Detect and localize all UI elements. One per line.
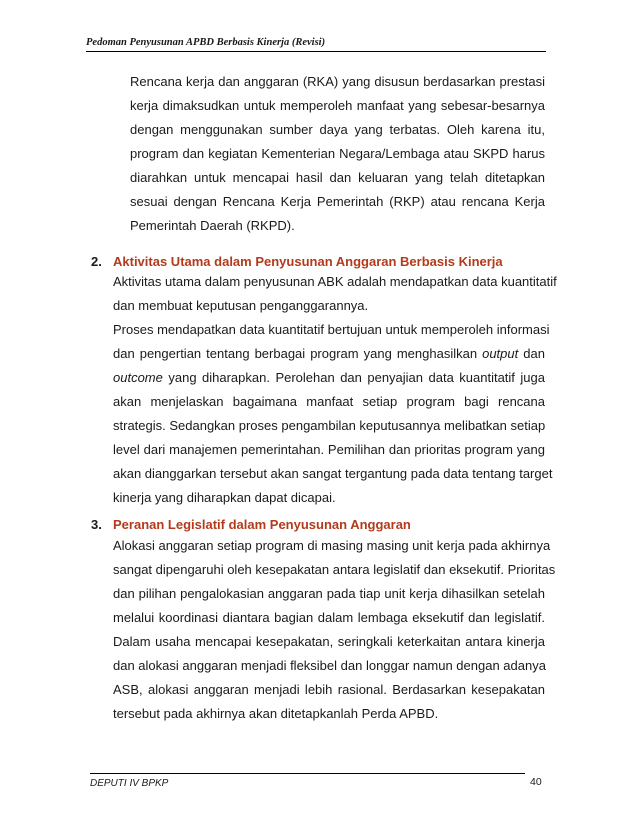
text-line: akan menjelaskan bagaimana manfaat setiap program bagi rencana (113, 394, 545, 409)
text-line: Aktivitas utama dalam penyusunan ABK adalah mendapatkan data kuantitatif (113, 274, 557, 289)
text-line: tersebut pada akhirnya akan ditetapkanlah Perda APBD. (113, 706, 439, 721)
intro-paragraph (130, 70, 545, 238)
text-line: diarahkan untuk mencapai hasil dan keluaran yang telah ditetapkan (130, 170, 545, 185)
text-line: dan membuat keputusan penganggarannya. (113, 298, 369, 313)
text-line: Rencana kerja dan anggaran (RKA) yang disusun berdasarkan prestasi (130, 74, 545, 89)
text-line: sangat dipengaruhi oleh kesepakatan antara legislatif dan eksekutif. Prioritas (113, 562, 556, 577)
section-2-body (113, 270, 557, 510)
page-number: 40 (530, 776, 542, 788)
footer-divider (90, 773, 525, 774)
text-line: program dan kegiatan Kementerian Negara/Lembaga atau SKPD harus (130, 146, 545, 161)
text-line: kerja dimaksudkan untuk memperoleh manfaat yang sebesar-besarnya (130, 98, 545, 113)
text-line: Pemerintah Daerah (RKPD). (130, 218, 295, 233)
text-fragment: dan pengertian tentang berbagai program yang menghasilkan (113, 346, 478, 361)
text-line: dan alokasi anggaran menjadi fleksibel dan longgar namun dengan adanya (113, 658, 546, 673)
text-line: dan pilihan pengalokasian anggaran pada tiap unit kerja dihasilkan setelah (113, 586, 545, 601)
section-number: 2. (91, 254, 102, 269)
text-line: Dalam usaha mencapai kesepakatan, seringkali keterkaitan antara kinerja (113, 634, 545, 649)
section-2-heading (91, 254, 503, 269)
footer-label: DEPUTI IV BPKP (90, 778, 169, 789)
text-line: dengan menggunakan sumber daya yang terbatas. Oleh karena itu, (130, 122, 545, 137)
text-line: akan dianggarkan tersebut akan sangat tergantung pada data tentang target (113, 466, 553, 481)
text-line: melalui koordinasi diantara bagian dalam lembaga eksekutif dan legislatif. (113, 610, 545, 625)
section-number: 3. (91, 517, 102, 532)
text-line: Proses mendapatkan data kuantitatif bertujuan untuk memperoleh informasi (113, 322, 550, 337)
text-line: kinerja yang diharapkan dapat dicapai. (113, 490, 336, 505)
italic-term: output (482, 346, 519, 361)
text-line: strategis. Sedangkan proses pengambilan keputusannya melibatkan setiap (113, 418, 546, 433)
running-header: Pedoman Penyusunan APBD Berbasis Kinerja (Revisi) (86, 37, 546, 52)
text-fragment: yang diharapkan. Perolehan dan penyajian data kuantitatif juga (168, 370, 545, 385)
text-line: ASB, alokasi anggaran menjadi lebih rasional. Berdasarkan kesepakatan (113, 682, 545, 697)
section-3-body (113, 534, 556, 726)
text-fragment: dan (523, 346, 545, 361)
section-3-heading (91, 517, 411, 532)
section-title: Peranan Legislatif dalam Penyusunan Anggaran (113, 517, 411, 532)
text-line (113, 342, 545, 366)
italic-term: outcome (113, 370, 163, 385)
text-line (113, 366, 545, 390)
text-line: sesuai dengan Rencana Kerja Pemerintah (RKP) atau rencana Kerja (130, 194, 545, 209)
section-title: Aktivitas Utama dalam Penyusunan Anggaran Berbasis Kinerja (113, 254, 503, 269)
text-line: level dari manajemen pemerintahan. Pemilihan dan prioritas program yang (113, 442, 545, 457)
text-line: Alokasi anggaran setiap program di masing masing unit kerja pada akhirnya (113, 538, 551, 553)
